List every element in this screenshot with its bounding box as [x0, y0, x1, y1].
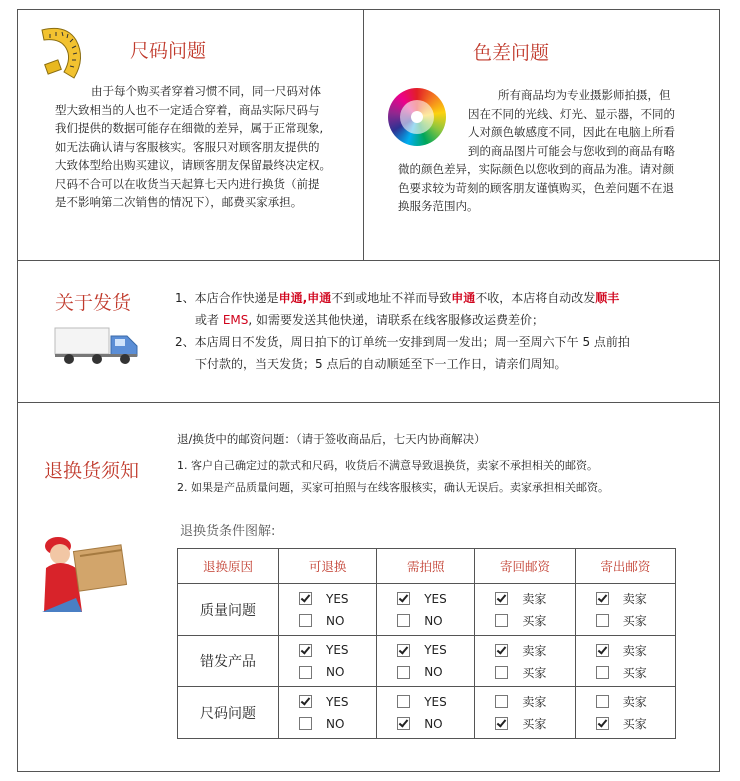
checked-checkbox-icon — [596, 592, 609, 605]
delivery-truck-icon — [53, 324, 143, 366]
checkbox-label: NO — [424, 665, 443, 680]
color-line: 到的商品图片可能会与您收到的商品有略 — [468, 143, 675, 158]
table-cell — [279, 584, 377, 636]
row-reason: 质量问题 — [178, 584, 279, 636]
checked-checkbox-icon — [397, 592, 410, 605]
checkbox-option — [279, 713, 376, 735]
checkbox-label: 买家 — [622, 665, 647, 680]
table-row — [178, 687, 676, 739]
checkbox-option — [377, 639, 474, 661]
table-cell — [575, 635, 675, 687]
checkbox-label: YES — [326, 591, 349, 606]
ship-sep: , — [302, 291, 308, 305]
postage-heading: 退/换货中的邮资问题：（请于签收商品后，七天内协商解决） — [177, 432, 486, 446]
checked-checkbox-icon — [495, 644, 508, 657]
unchecked-checkbox-icon — [299, 666, 312, 679]
checkbox-label: NO — [424, 613, 443, 628]
checked-checkbox-icon — [299, 695, 312, 708]
unchecked-checkbox-icon — [596, 695, 609, 708]
checkbox-label: 卖家 — [622, 695, 647, 710]
unchecked-checkbox-icon — [495, 614, 508, 627]
return-title: 退换货须知 — [44, 460, 140, 482]
size-line: 如无法确认请与客服核实。客服只对顾客朋友提供的 — [55, 139, 320, 154]
courier-name: 顺丰 — [595, 291, 620, 305]
size-paragraph — [55, 82, 355, 212]
checkbox-option — [475, 691, 574, 713]
table-header: 退换原因 — [178, 549, 279, 584]
table-cell — [575, 687, 675, 739]
checked-checkbox-icon — [596, 717, 609, 730]
checked-checkbox-icon — [495, 717, 508, 730]
conditions-title: 退换货条件图解: — [180, 524, 276, 539]
ship-text: 2、本店周日不发货，周日拍下的订单统一安排到周一发出；周一至周六下午 5 点前拍 — [175, 335, 630, 349]
color-paragraph — [398, 86, 710, 216]
checked-checkbox-icon — [495, 592, 508, 605]
checkbox-option — [279, 691, 376, 713]
table-header: 寄出邮资 — [575, 549, 675, 584]
checkbox-option — [475, 639, 574, 661]
checkbox-option — [377, 610, 474, 632]
checkbox-label: YES — [424, 643, 447, 658]
size-line: 尺码不合可以在收货当天起算七天内进行换货（前提 — [55, 176, 320, 191]
return-rule-2: 2. 如果是产品质量问题，买家可拍照与在线客服核实，确认无误后。卖家承担相关邮资。 — [177, 481, 609, 494]
checkbox-option — [377, 713, 474, 735]
color-line: 微的颜色差异，实际颜色以您收到的商品为准。请对颜 — [398, 162, 674, 176]
table-cell — [279, 635, 377, 687]
checkbox-option — [475, 713, 574, 735]
checkbox-label: 卖家 — [522, 643, 547, 658]
color-line: 人对颜色敏感度不同，因此在电脑上所看 — [468, 125, 675, 139]
table-header-row — [178, 549, 676, 584]
checkbox-label: 卖家 — [622, 592, 647, 607]
shipping-title: 关于发货 — [55, 292, 132, 314]
table-cell — [475, 635, 575, 687]
checkbox-label: NO — [424, 716, 443, 731]
checkbox-label: 买家 — [622, 717, 647, 732]
checkbox-label: NO — [326, 665, 345, 680]
checkbox-option — [576, 661, 675, 683]
checkbox-label: 买家 — [622, 614, 647, 629]
size-line: 型大致相当的人也不一定适合穿着，商品实际尺码与 — [55, 102, 320, 117]
checked-checkbox-icon — [299, 644, 312, 657]
size-line: 大致体型给出购买建议，请顾客朋友保留最终决定权。 — [55, 158, 331, 172]
checkbox-label: 买家 — [522, 717, 547, 732]
table-header: 需拍照 — [377, 549, 475, 584]
table-cell — [279, 687, 377, 739]
color-line: 色要求较为苛刻的顾客朋友谨慎购买，色差问题不在退 — [398, 180, 674, 195]
checkbox-option — [576, 691, 675, 713]
unchecked-checkbox-icon — [495, 695, 508, 708]
checked-checkbox-icon — [397, 717, 410, 730]
return-rule-1: 1. 客户自己确定过的款式和尺码，收货后不满意导致退换货，卖家不承担相关的邮资。 — [177, 459, 598, 472]
row-reason: 尺码问题 — [178, 687, 279, 739]
checkbox-label: 卖家 — [622, 643, 647, 658]
return-conditions-table — [177, 548, 676, 739]
size-line: 是不影响第二次销售的情况下），邮费买家承担。 — [55, 195, 303, 209]
unchecked-checkbox-icon — [397, 614, 410, 627]
ship-text: 下付款的，当天发货；5 点后的自动顺延至下一工作日，请亲们周知。 — [195, 357, 567, 371]
checkbox-label: YES — [424, 694, 447, 709]
delivery-person-icon — [36, 528, 132, 616]
color-line: 因在不同的光线、灯光、显示器，不同的 — [468, 106, 675, 121]
checkbox-label: NO — [326, 716, 345, 731]
ship-text: 1、本店合作快递是 — [175, 291, 279, 305]
unchecked-checkbox-icon — [397, 666, 410, 679]
unchecked-checkbox-icon — [495, 666, 508, 679]
size-title: 尺码问题 — [130, 40, 207, 62]
row-reason: 错发产品 — [178, 635, 279, 687]
checkbox-label: YES — [326, 694, 349, 709]
courier-name: 申通 — [307, 291, 332, 305]
checkbox-option — [377, 588, 474, 610]
top-divider-vertical — [363, 9, 364, 260]
checkbox-option — [279, 588, 376, 610]
unchecked-checkbox-icon — [397, 695, 410, 708]
checked-checkbox-icon — [596, 644, 609, 657]
checkbox-label: 买家 — [522, 665, 547, 680]
checkbox-label: NO — [326, 613, 345, 628]
checkbox-option — [279, 639, 376, 661]
table-header: 可退换 — [279, 549, 377, 584]
checked-checkbox-icon — [397, 644, 410, 657]
table-header: 寄回邮资 — [475, 549, 575, 584]
checkbox-label: YES — [424, 591, 447, 606]
size-line: 我们提供的数据可能存在细微的差异，属于正常现象, — [55, 121, 324, 135]
checkbox-option — [377, 661, 474, 683]
color-line: 换服务范围内。 — [398, 199, 479, 213]
divider-2 — [17, 402, 720, 403]
color-title: 色差问题 — [473, 42, 550, 64]
unchecked-checkbox-icon — [596, 666, 609, 679]
checkbox-option — [475, 610, 574, 632]
checkbox-option — [576, 639, 675, 661]
unchecked-checkbox-icon — [299, 717, 312, 730]
ship-text: , 如需要发送其他快递，请联系在线客服修改运费差价； — [248, 313, 545, 327]
color-line: 所有商品均为专业摄影师拍摄，但 — [498, 88, 671, 102]
table-cell — [475, 584, 575, 636]
courier-name: 申通 — [278, 291, 303, 305]
ship-text: 不到或地址不祥而导致 — [331, 291, 452, 305]
checkbox-label: 卖家 — [522, 695, 547, 710]
divider-1 — [17, 260, 720, 261]
ship-text: 不收，本店将自动改发 — [475, 291, 596, 305]
checkbox-option — [279, 661, 376, 683]
checkbox-label: 卖家 — [522, 592, 547, 607]
table-cell — [377, 687, 475, 739]
size-line: 由于每个购买者穿着习惯不同，同一尺码对体 — [91, 84, 321, 98]
checkbox-option — [377, 691, 474, 713]
checkbox-option — [279, 610, 376, 632]
checkbox-option — [475, 661, 574, 683]
ship-text: 或者 — [195, 313, 220, 327]
checked-checkbox-icon — [299, 592, 312, 605]
checkbox-option — [475, 588, 574, 610]
table-cell — [475, 687, 575, 739]
checkbox-option — [576, 610, 675, 632]
unchecked-checkbox-icon — [299, 614, 312, 627]
table-row — [178, 584, 676, 636]
checkbox-option — [576, 588, 675, 610]
table-cell — [377, 584, 475, 636]
table-cell — [377, 635, 475, 687]
table-row — [178, 635, 676, 687]
unchecked-checkbox-icon — [596, 614, 609, 627]
checkbox-label: YES — [326, 643, 349, 658]
checkbox-label: 买家 — [522, 614, 547, 629]
courier-name: EMS — [222, 313, 249, 327]
shipping-paragraph — [175, 287, 715, 375]
checkbox-option — [576, 713, 675, 735]
table-cell — [575, 584, 675, 636]
tape-measure-icon — [36, 22, 100, 84]
courier-name: 申通 — [451, 291, 476, 305]
